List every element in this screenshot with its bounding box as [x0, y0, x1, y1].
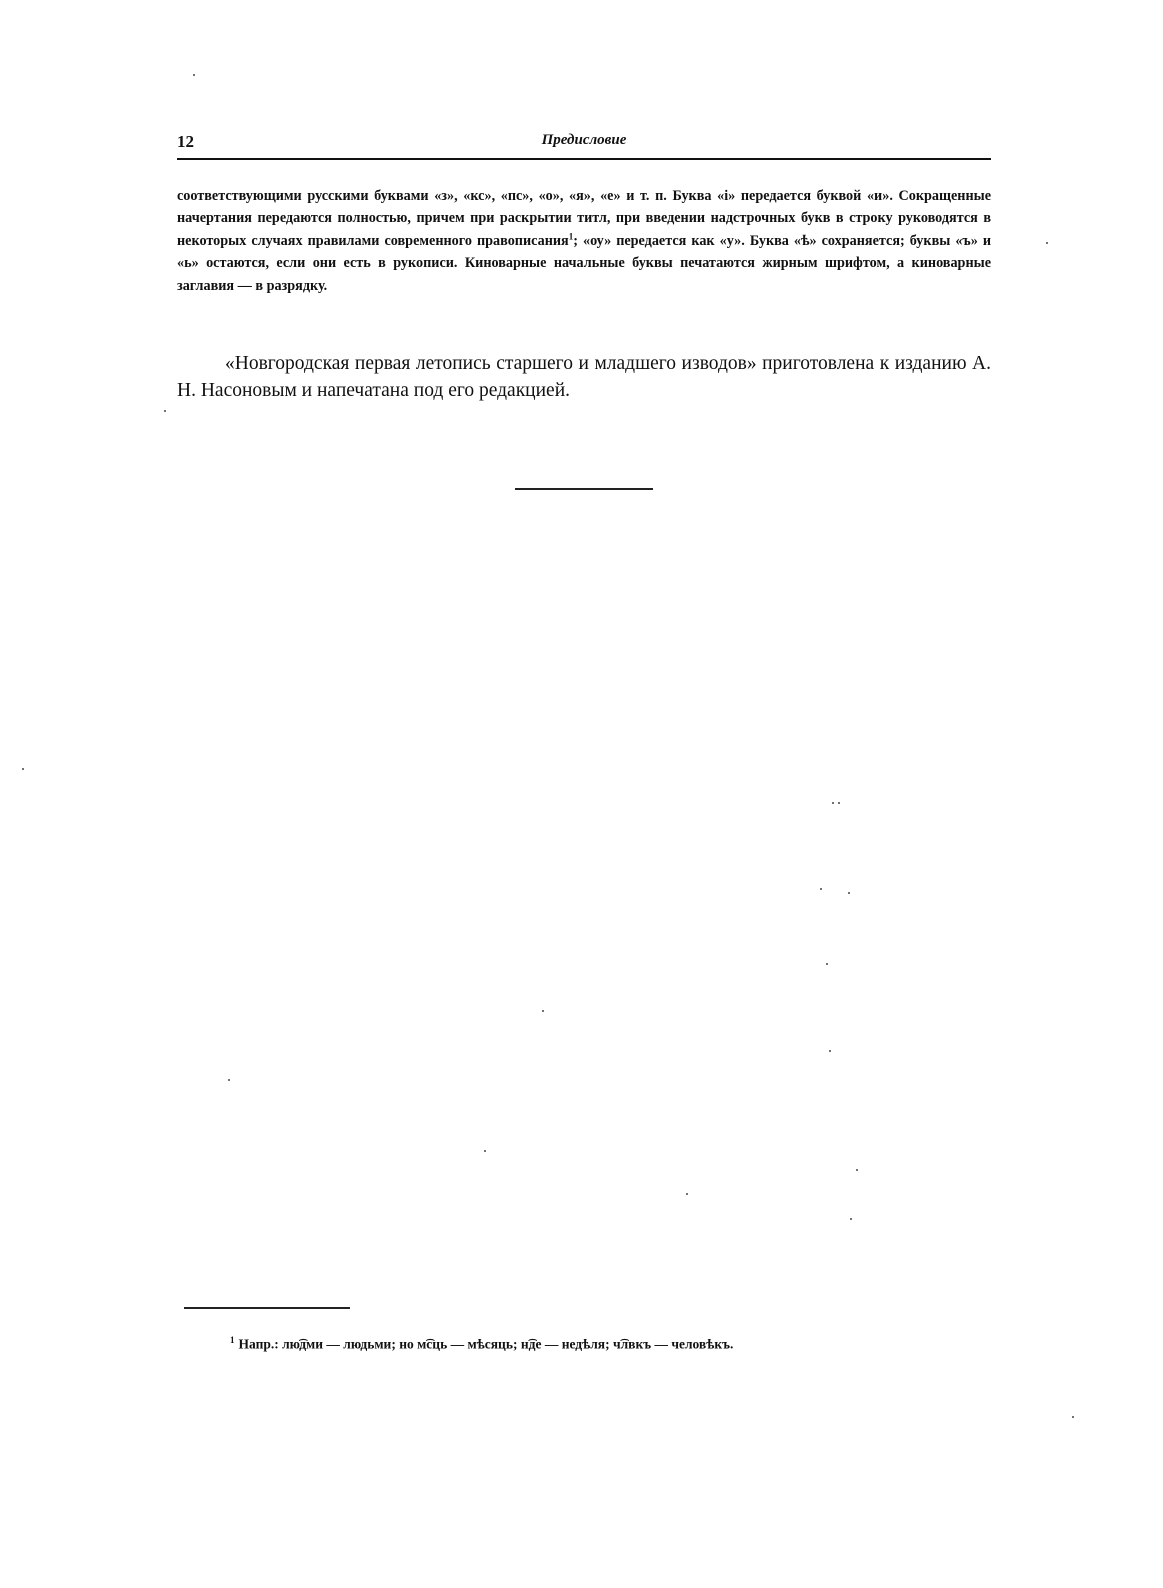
- section-end-rule: [515, 488, 653, 490]
- running-title: Предисловие: [541, 132, 627, 148]
- scan-speck: [829, 1050, 831, 1052]
- footnote-mark: 1: [230, 1335, 235, 1345]
- page-number: 12: [177, 132, 194, 151]
- paragraph-text-part-2: ; «оу» передается как «у». Буква «ѣ» сохраняется; буквы «ъ» и «ь» остаются, если они есть в рукописи. Киноварные начальные буквы печатаются жирным шрифтом, а киноварные заглавия — в разрядку.: [177, 232, 991, 294]
- scan-speck: [1072, 1416, 1074, 1418]
- scan-speck: [1046, 242, 1048, 244]
- scan-speck: [848, 892, 850, 894]
- footnote-text: Напр.: лю͡дми — людьми; но м͡сць — мѣсяць; н͡де — недѣля; ч͡лвкъ — человѣкъ.: [238, 1336, 734, 1352]
- footnote: [230, 1335, 970, 1353]
- paragraph-edition-note: «Новгородская первая летопись старшего и младшего изводов» приготовлена к изданию А. Н. Насоновым и напечатана под его редакцией.: [177, 353, 991, 401]
- scan-speck: [820, 888, 822, 890]
- scan-speck: [838, 802, 840, 804]
- scan-speck: [484, 1150, 486, 1152]
- scan-speck: [832, 802, 834, 804]
- scan-speck: [193, 74, 195, 76]
- scan-speck: [826, 963, 828, 965]
- footnote-reference: 1: [568, 231, 574, 242]
- paragraph-text-part-1: соответствующими русскими буквами «з», «кс», «пс», «о», «я», «е» и т. п. Буква «і» передается буквой «и». Сокращенные начертания передаются полностью, причем при раскрытии титл, при введении надстрочных букв в строку руководятся в некоторых случаях правилами современного правописания: [177, 188, 991, 249]
- scan-speck: [22, 768, 24, 770]
- scan-speck: [856, 1169, 858, 1171]
- scan-speck: [164, 410, 166, 412]
- page-header: [177, 128, 991, 160]
- footnote-separator: [184, 1307, 350, 1309]
- scan-speck: [686, 1193, 688, 1195]
- scan-speck: [542, 1010, 544, 1012]
- scan-speck: [228, 1079, 230, 1081]
- paragraph-transcription-rules: [177, 185, 991, 297]
- scan-speck: [850, 1218, 852, 1220]
